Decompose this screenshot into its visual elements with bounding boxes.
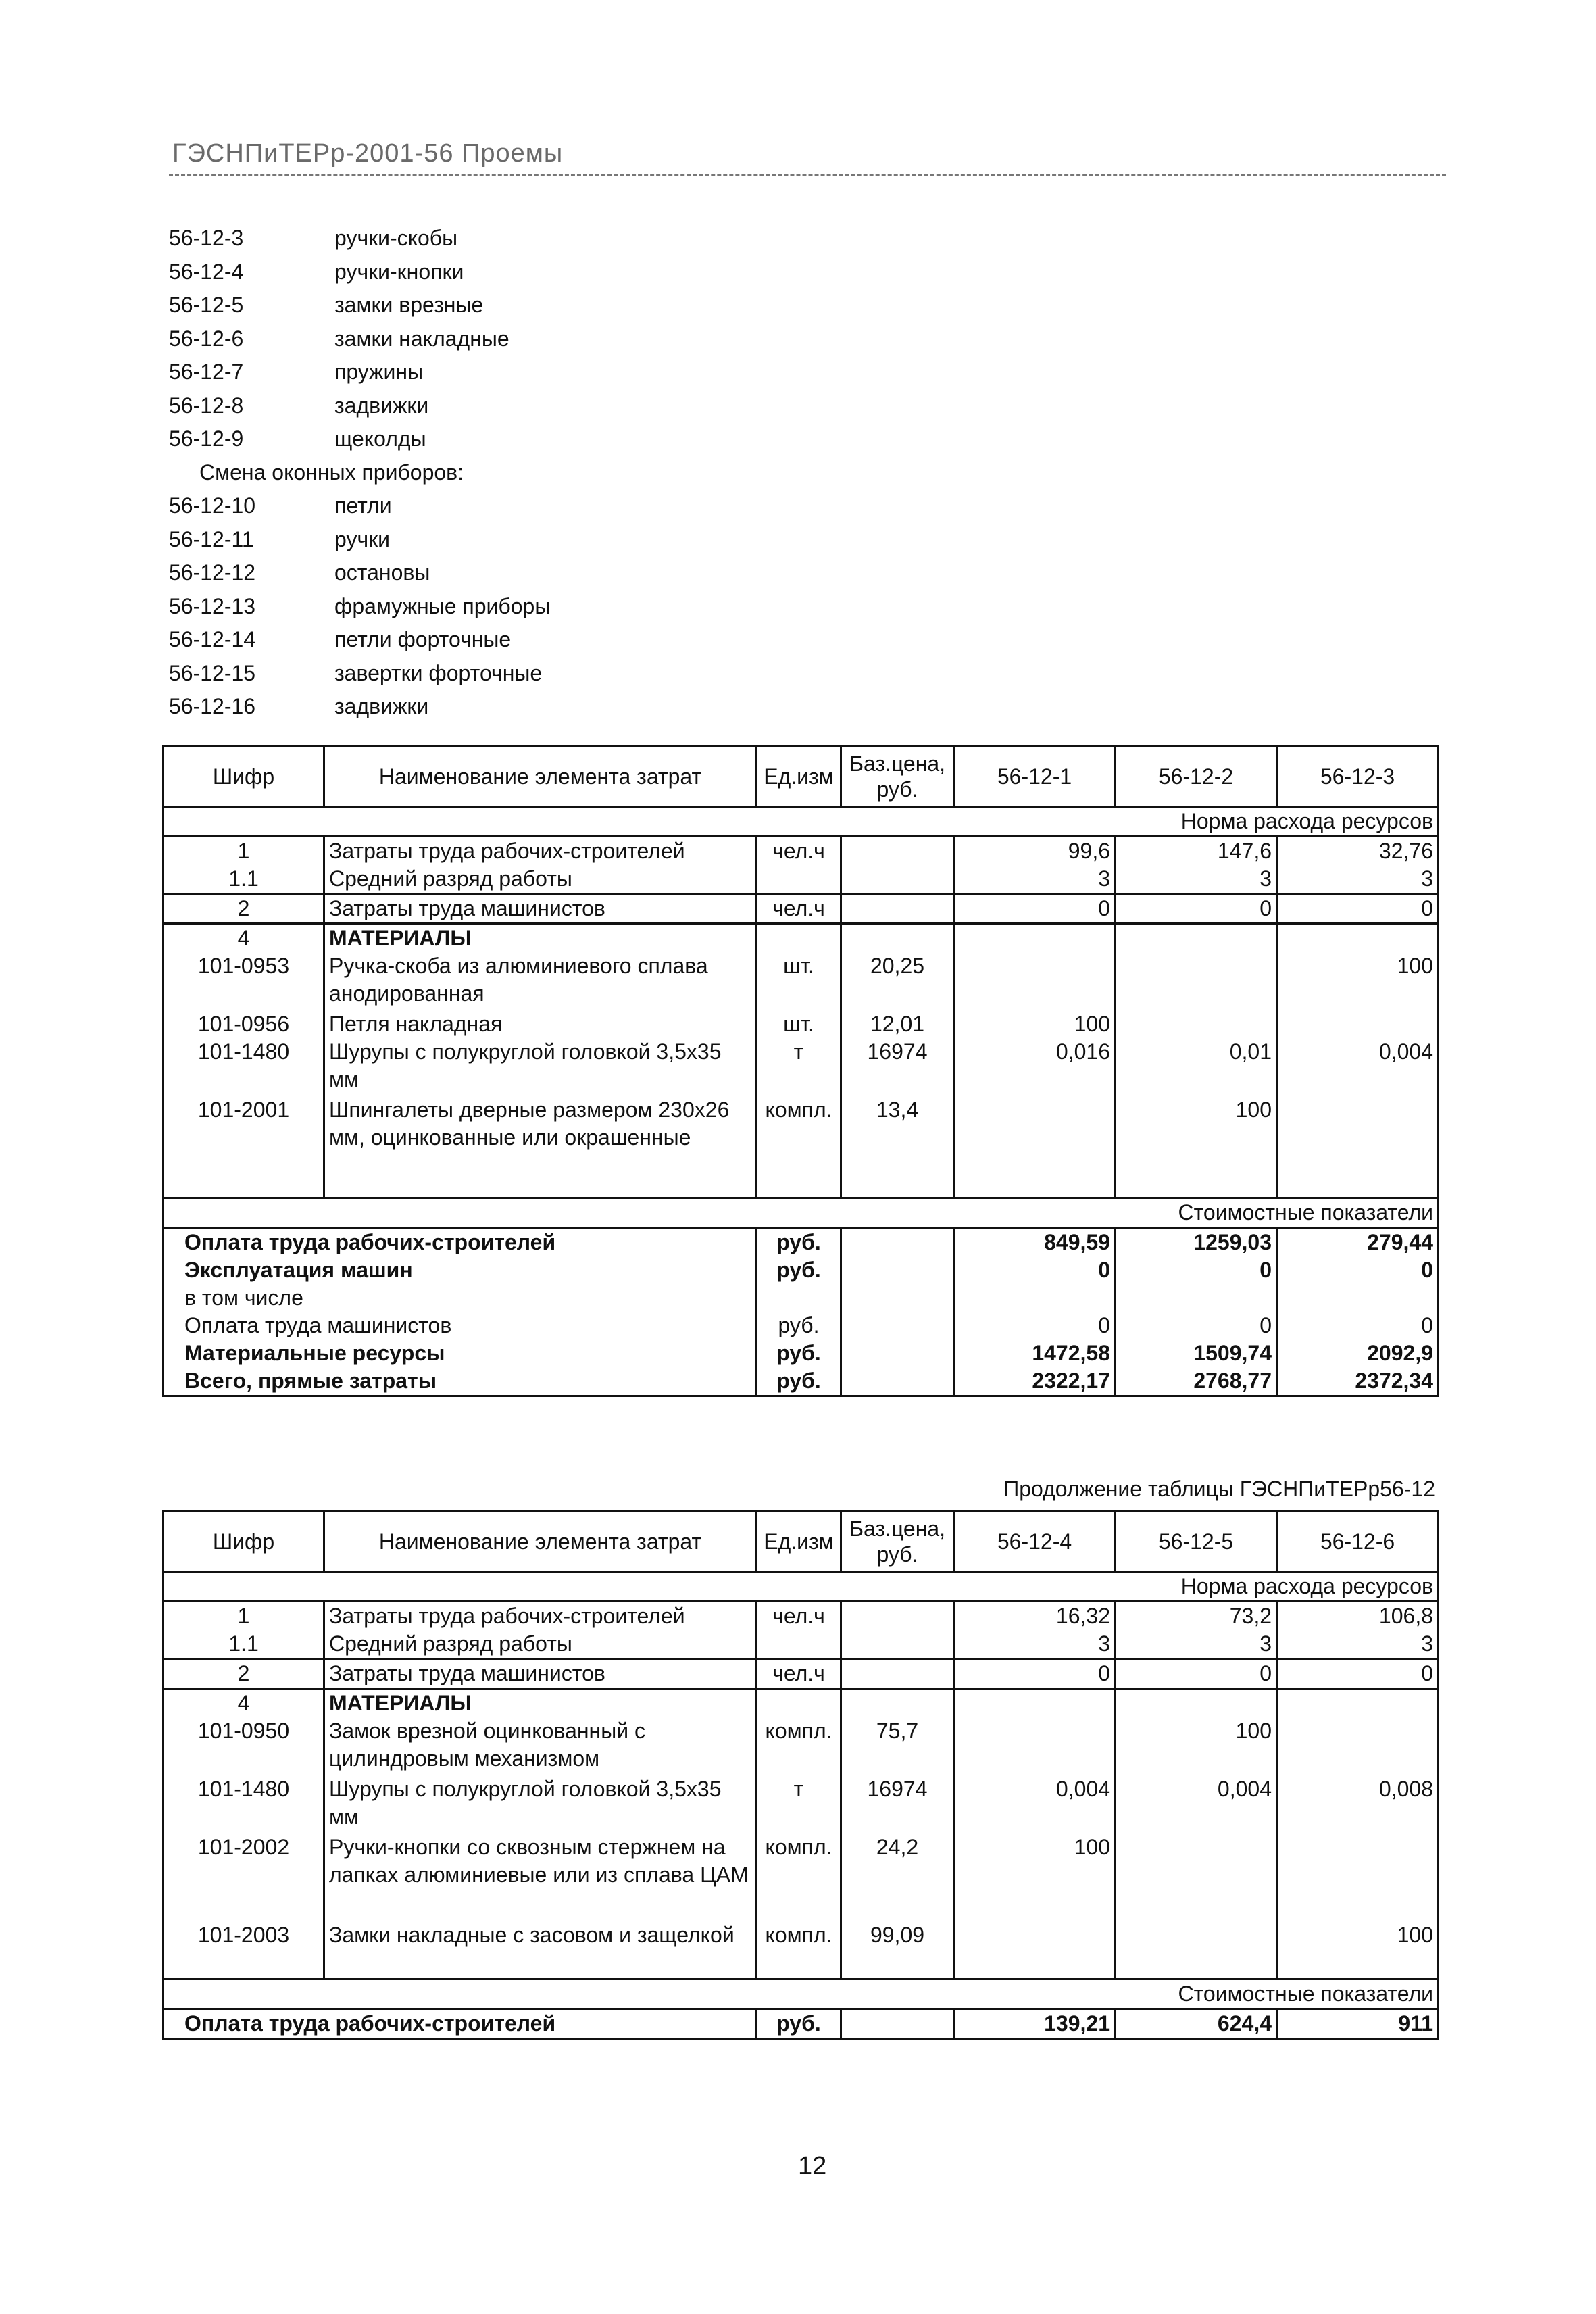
row-code: 2 — [164, 1659, 324, 1689]
row-value — [954, 1921, 1116, 1949]
row-unit — [757, 1630, 841, 1659]
code-name: замки врезные — [334, 293, 484, 317]
row-value — [1277, 1717, 1439, 1775]
cost-value: 2322,17 — [954, 1367, 1116, 1396]
row-name: Средний разряд работы — [324, 1630, 757, 1659]
cost-row — [164, 2009, 1439, 2038]
running-header: ГЭСНПиТЕРр-2001-56 Проемы — [172, 139, 564, 168]
row-value — [1116, 1833, 1277, 1921]
row-unit: компл. — [757, 1717, 841, 1775]
norm-header-row — [164, 1572, 1439, 1602]
row-name: Ручка-скоба из алюминиевого сплава анодированная — [324, 952, 757, 1010]
row-value: 0 — [954, 894, 1116, 924]
col-header-price: Баз.цена, руб. — [841, 746, 954, 807]
cost-header-row — [164, 1979, 1439, 2009]
row-unit: шт. — [757, 952, 841, 1010]
table-1-body — [164, 807, 1439, 1396]
cost-unit: руб. — [757, 1339, 841, 1367]
norm-row-blank — [164, 807, 954, 837]
norm-row-label: Норма расхода ресурсов — [954, 1572, 1439, 1602]
row-price: 24,2 — [841, 1833, 954, 1921]
table-row — [164, 1096, 1439, 1154]
row-price — [841, 837, 954, 866]
cost-name: Всего, прямые затраты — [164, 1367, 757, 1396]
code-name: ручки-скобы — [334, 226, 458, 250]
cost-name: Материальные ресурсы — [164, 1339, 757, 1367]
spacer-cell — [164, 1154, 324, 1198]
row-name: Средний разряд работы — [324, 865, 757, 894]
code: 56-12-6 — [169, 326, 244, 351]
row-value: 99,6 — [954, 837, 1116, 866]
cost-value: 849,59 — [954, 1227, 1116, 1256]
row-code: 4 — [164, 1689, 324, 1718]
table-row — [164, 894, 1439, 924]
code-name: замки накладные — [334, 326, 509, 351]
row-price: 16974 — [841, 1775, 954, 1833]
col-header-norm: 56-12-3 — [1277, 746, 1439, 807]
row-value: 16,32 — [954, 1602, 1116, 1631]
row-unit — [757, 924, 841, 953]
code: 56-12-14 — [169, 627, 256, 651]
row-unit: чел.ч — [757, 894, 841, 924]
row-code: 101-0950 — [164, 1717, 324, 1775]
cost-value: 0 — [1277, 1256, 1439, 1284]
cost-value: 0 — [1277, 1312, 1439, 1339]
row-value — [1116, 1010, 1277, 1038]
row-code: 1 — [164, 837, 324, 866]
row-name: МАТЕРИАЛЫ — [324, 924, 757, 953]
row-price: 12,01 — [841, 1010, 954, 1038]
cost-unit — [757, 1284, 841, 1312]
row-value: 3 — [954, 1630, 1116, 1659]
row-value: 0,01 — [1116, 1038, 1277, 1096]
row-value: 0 — [1277, 1659, 1439, 1689]
cost-row — [164, 1339, 1439, 1367]
code: 56-12-15 — [169, 660, 256, 685]
spacer-cell — [757, 1949, 841, 1979]
code: 56-12-12 — [169, 560, 256, 585]
code: 56-12-5 — [169, 293, 244, 317]
col-header-price: Баз.цена, руб. — [841, 1511, 954, 1572]
row-code: 2 — [164, 894, 324, 924]
cost-value: 0 — [954, 1312, 1116, 1339]
row-value — [1116, 952, 1277, 1010]
cost-row — [164, 1256, 1439, 1284]
row-name: Замки накладные с засовом и защелкой — [324, 1921, 757, 1949]
code: 56-12-9 — [169, 426, 244, 451]
row-value: 106,8 — [1277, 1602, 1439, 1631]
cost-value: 624,4 — [1116, 2009, 1277, 2038]
page-number: 12 — [798, 2152, 827, 2180]
cost-unit: руб. — [757, 2009, 841, 2038]
row-value: 100 — [1277, 1921, 1439, 1949]
row-value: 0,004 — [1277, 1038, 1439, 1096]
row-price — [841, 1630, 954, 1659]
code: 56-12-8 — [169, 393, 244, 418]
code: 56-12-13 — [169, 593, 256, 618]
row-value — [954, 1717, 1116, 1775]
code-list-item — [169, 289, 550, 322]
row-code: 101-2003 — [164, 1921, 324, 1949]
cost-row-blank — [164, 1979, 954, 2009]
code-list-item — [169, 222, 550, 255]
row-unit — [757, 865, 841, 894]
cost-unit: руб. — [757, 1367, 841, 1396]
resource-table-1 — [162, 745, 1439, 1397]
header-rule — [169, 174, 1446, 176]
row-name: Затраты труда рабочих-строителей — [324, 837, 757, 866]
row-value: 147,6 — [1116, 837, 1277, 866]
norm-header-row — [164, 807, 1439, 837]
row-name: Шпингалеты дверные размером 230х26 мм, оцинкованные или окрашенные — [324, 1096, 757, 1154]
table-row — [164, 952, 1439, 1010]
code: 56-12-16 — [169, 694, 256, 718]
row-value — [954, 952, 1116, 1010]
cost-row-label: Стоимостные показатели — [954, 1979, 1439, 2009]
row-price: 99,09 — [841, 1921, 954, 1949]
row-unit: компл. — [757, 1921, 841, 1949]
row-value: 3 — [1116, 1630, 1277, 1659]
cost-value — [954, 1284, 1116, 1312]
row-value — [1277, 924, 1439, 953]
row-value: 3 — [1277, 1630, 1439, 1659]
row-code: 101-0953 — [164, 952, 324, 1010]
cost-value — [1277, 1284, 1439, 1312]
row-value: 100 — [1277, 952, 1439, 1010]
table-row — [164, 1630, 1439, 1659]
row-code: 4 — [164, 924, 324, 953]
norm-row-label: Норма расхода ресурсов — [954, 807, 1439, 837]
code-list-item — [169, 523, 550, 557]
code: 56-12-4 — [169, 259, 244, 284]
code-list-item — [169, 322, 550, 356]
cost-row-blank — [164, 1198, 954, 1227]
row-price — [841, 1602, 954, 1631]
cost-unit: руб. — [757, 1227, 841, 1256]
row-value — [1277, 1689, 1439, 1718]
code-name: остановы — [334, 560, 430, 585]
cost-name: Оплата труда рабочих-строителей — [164, 1227, 757, 1256]
spacer-cell — [324, 1154, 757, 1198]
code: 56-12-3 — [169, 226, 244, 250]
cost-value: 1509,74 — [1116, 1339, 1277, 1367]
table-spacer-row — [164, 1154, 1439, 1198]
row-name: Шурупы с полукруглой головкой 3,5х35 мм — [324, 1038, 757, 1096]
row-unit: компл. — [757, 1096, 841, 1154]
cost-price-blank — [841, 1256, 954, 1284]
code-name: ручки-кнопки — [334, 259, 464, 284]
spacer-cell — [954, 1154, 1116, 1198]
row-code: 1.1 — [164, 1630, 324, 1659]
cost-value: 1472,58 — [954, 1339, 1116, 1367]
row-value: 0,004 — [1116, 1775, 1277, 1833]
code-name: щеколды — [334, 426, 426, 451]
table-row — [164, 1689, 1439, 1718]
code: 56-12-7 — [169, 360, 244, 384]
row-name: Замок врезной оцинкованный с цилиндровым механизмом — [324, 1717, 757, 1775]
row-unit: чел.ч — [757, 1659, 841, 1689]
spacer-cell — [841, 1154, 954, 1198]
code-list-item — [169, 255, 550, 289]
row-code: 1 — [164, 1602, 324, 1631]
code-name: пружины — [334, 360, 424, 384]
spacer-cell — [954, 1949, 1116, 1979]
row-price: 13,4 — [841, 1096, 954, 1154]
table-row — [164, 1010, 1439, 1038]
cost-row-label: Стоимостные показатели — [954, 1198, 1439, 1227]
cost-value: 279,44 — [1277, 1227, 1439, 1256]
code-name: фрамужные приборы — [334, 593, 551, 618]
col-header-norm: 56-12-6 — [1277, 1511, 1439, 1572]
row-name: Затраты труда машинистов — [324, 1659, 757, 1689]
spacer-cell — [324, 1949, 757, 1979]
table-row — [164, 1775, 1439, 1833]
cost-price-blank — [841, 1367, 954, 1396]
row-unit: т — [757, 1038, 841, 1096]
table-row — [164, 865, 1439, 894]
cost-unit: руб. — [757, 1312, 841, 1339]
row-unit: шт. — [757, 1010, 841, 1038]
cost-name: Эксплуатация машин — [164, 1256, 757, 1284]
row-value: 0 — [954, 1659, 1116, 1689]
cost-row — [164, 1367, 1439, 1396]
resource-table-2 — [162, 1510, 1439, 2040]
col-header-norm: 56-12-5 — [1116, 1511, 1277, 1572]
continuation-caption: Продолжение таблицы ГЭСНПиТЕРр56-12 — [1003, 1477, 1435, 1501]
col-header-name: Наименование элемента затрат — [324, 746, 757, 807]
code-list-subheading: Смена оконных приборов: — [199, 460, 464, 485]
table-2-body — [164, 1572, 1439, 2039]
row-value — [954, 924, 1116, 953]
row-value — [1116, 1689, 1277, 1718]
col-header-name: Наименование элемента затрат — [324, 1511, 757, 1572]
cost-price-blank — [841, 2009, 954, 2038]
col-header-norm: 56-12-2 — [1116, 746, 1277, 807]
code: 56-12-10 — [169, 493, 256, 518]
code-list-item — [169, 556, 550, 590]
row-value — [1277, 1010, 1439, 1038]
row-value: 0 — [1116, 1659, 1277, 1689]
row-value: 32,76 — [1277, 837, 1439, 866]
cost-value: 139,21 — [954, 2009, 1116, 2038]
spacer-cell — [1116, 1949, 1277, 1979]
row-value: 100 — [954, 1833, 1116, 1921]
row-code: 101-2001 — [164, 1096, 324, 1154]
code-list-item — [169, 355, 550, 389]
col-header-unit: Ед.изм — [757, 746, 841, 807]
row-name: Шурупы с полукруглой головкой 3,5х35 мм — [324, 1775, 757, 1833]
row-value: 0,016 — [954, 1038, 1116, 1096]
row-price: 75,7 — [841, 1717, 954, 1775]
code-name: петли форточные — [334, 627, 512, 651]
spacer-cell — [1277, 1949, 1439, 1979]
col-header-norm: 56-12-1 — [954, 746, 1116, 807]
table-row — [164, 1717, 1439, 1775]
code-name: завертки форточные — [334, 660, 543, 685]
cost-value: 2092,9 — [1277, 1339, 1439, 1367]
row-value — [1116, 924, 1277, 953]
cost-value: 0 — [1116, 1256, 1277, 1284]
spacer-cell — [841, 1949, 954, 1979]
spacer-cell — [1116, 1154, 1277, 1198]
code-list-item — [169, 422, 550, 456]
row-price: 16974 — [841, 1038, 954, 1096]
row-name: Ручки-кнопки со сквозным стержнем на лапках алюминиевые или из сплава ЦАМ — [324, 1833, 757, 1921]
row-unit: чел.ч — [757, 1602, 841, 1631]
col-header-norm: 56-12-4 — [954, 1511, 1116, 1572]
row-value: 0 — [1116, 894, 1277, 924]
row-price — [841, 924, 954, 953]
row-name: Затраты труда машинистов — [324, 894, 757, 924]
row-price — [841, 865, 954, 894]
cost-value: 2768,77 — [1116, 1367, 1277, 1396]
table-row — [164, 1833, 1439, 1921]
row-value: 100 — [1116, 1717, 1277, 1775]
table-row — [164, 924, 1439, 953]
row-unit: компл. — [757, 1833, 841, 1921]
row-value — [1116, 1921, 1277, 1949]
col-header-code: Шифр — [164, 746, 324, 807]
spacer-cell — [757, 1154, 841, 1198]
code-name: ручки — [334, 526, 390, 551]
row-code: 101-1480 — [164, 1775, 324, 1833]
cost-value: 1259,03 — [1116, 1227, 1277, 1256]
cost-price-blank — [841, 1312, 954, 1339]
row-code: 101-1480 — [164, 1038, 324, 1096]
code-list-item — [169, 489, 550, 523]
cost-row — [164, 1312, 1439, 1339]
cost-name: Оплата труда машинистов — [164, 1312, 757, 1339]
row-value — [1277, 1833, 1439, 1921]
table-row — [164, 1602, 1439, 1631]
code-list-item — [169, 590, 550, 624]
row-value — [954, 1096, 1116, 1154]
cost-row — [164, 1284, 1439, 1312]
cost-price-blank — [841, 1284, 954, 1312]
table-row — [164, 1921, 1439, 1949]
row-name: Затраты труда рабочих-строителей — [324, 1602, 757, 1631]
row-value: 73,2 — [1116, 1602, 1277, 1631]
row-name: МАТЕРИАЛЫ — [324, 1689, 757, 1718]
code-list-item — [169, 657, 550, 691]
code-name: задвижки — [334, 393, 429, 418]
cost-value: 2372,34 — [1277, 1367, 1439, 1396]
code-name: задвижки — [334, 694, 429, 718]
cost-value: 911 — [1277, 2009, 1439, 2038]
cost-header-row — [164, 1198, 1439, 1227]
cost-unit: руб. — [757, 1256, 841, 1284]
row-code: 101-2002 — [164, 1833, 324, 1921]
row-value: 0,004 — [954, 1775, 1116, 1833]
cost-value: 0 — [954, 1256, 1116, 1284]
spacer-cell — [164, 1949, 324, 1979]
cost-value — [1116, 1284, 1277, 1312]
code-list-item — [169, 690, 550, 724]
cost-value: 0 — [1116, 1312, 1277, 1339]
row-price — [841, 1659, 954, 1689]
row-value — [1277, 1096, 1439, 1154]
row-value: 3 — [954, 865, 1116, 894]
row-value: 0 — [1277, 894, 1439, 924]
row-unit — [757, 1689, 841, 1718]
table-row — [164, 1038, 1439, 1096]
row-name: Петля накладная — [324, 1010, 757, 1038]
row-price: 20,25 — [841, 952, 954, 1010]
row-value: 3 — [1277, 865, 1439, 894]
row-code: 101-0956 — [164, 1010, 324, 1038]
row-value: 100 — [1116, 1096, 1277, 1154]
cost-name: в том числе — [164, 1284, 757, 1312]
code: 56-12-11 — [169, 526, 254, 551]
cost-price-blank — [841, 1227, 954, 1256]
row-value: 0,008 — [1277, 1775, 1439, 1833]
code-name: петли — [334, 493, 392, 518]
table-row — [164, 1659, 1439, 1689]
row-code: 1.1 — [164, 865, 324, 894]
col-header-code: Шифр — [164, 1511, 324, 1572]
table-row — [164, 837, 1439, 866]
cost-price-blank — [841, 1339, 954, 1367]
row-value: 100 — [954, 1010, 1116, 1038]
row-value: 3 — [1116, 865, 1277, 894]
table-spacer-row — [164, 1949, 1439, 1979]
code-list — [169, 222, 550, 724]
norm-row-blank — [164, 1572, 954, 1602]
row-unit: чел.ч — [757, 837, 841, 866]
row-unit: т — [757, 1775, 841, 1833]
cost-name: Оплата труда рабочих-строителей — [164, 2009, 757, 2038]
code-list-item — [169, 623, 550, 657]
code-list-item — [169, 389, 550, 423]
row-value — [954, 1689, 1116, 1718]
row-price — [841, 1689, 954, 1718]
cost-row — [164, 1227, 1439, 1256]
spacer-cell — [1277, 1154, 1439, 1198]
col-header-unit: Ед.изм — [757, 1511, 841, 1572]
row-price — [841, 894, 954, 924]
